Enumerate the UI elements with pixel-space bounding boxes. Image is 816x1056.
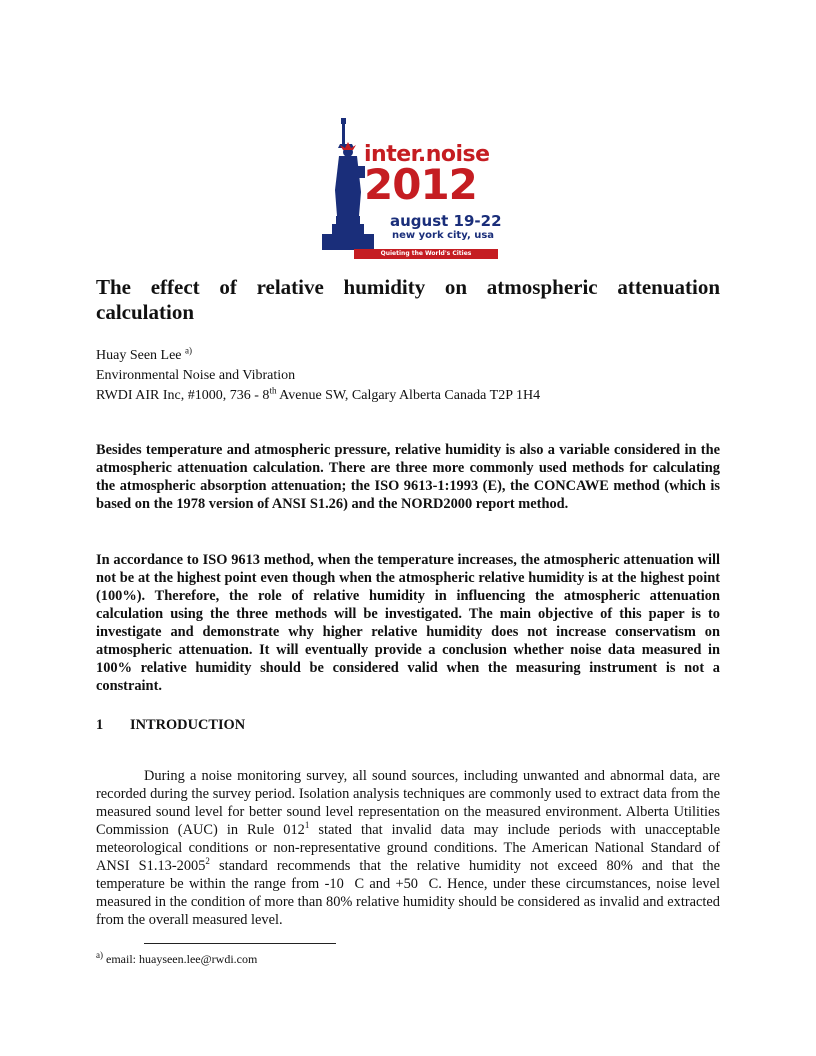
abstract-paragraph-2: In accordance to ISO 9613 method, when the temperature increases, the atmospheric attenuation will not be at the highest point even though when the atmospheric relative humidity is at the highest point (100%). Therefore, the role of relative humidity in influencing the atmospheric attenuation calculation using the three methods will be investigated. The main objective of this paper is to investigate and demonstrate why higher relative humidity does not increase conservatism on atmospheric attenuation. It will eventually provide a conclusion whether noise data measured in 100% relative humidity should be considered valid when the measuring instrument is not a constraint. (96, 552, 720, 694)
footnote (96, 952, 257, 967)
logo-tagline: Quieting the World's Cities (354, 249, 498, 259)
abstract-paragraph-1: Besides temperature and atmospheric pressure, relative humidity is also a variable considered in the atmospheric attenuation calculation. There are three more commonly used methods for calculating the atmospheric absorption attenuation; the ISO 9613-1:1993 (E), the CONCAWE method (which is based on the 1978 version of ANSI S1.26) and the NORD2000 report method. (96, 442, 720, 512)
footnote-divider (144, 943, 336, 944)
introduction-paragraph: During a noise monitoring survey, all sound sources, including unwanted and abnormal data, are recorded during the survey period. Isolation analysis techniques are commonly used to extract data from the measured sound level for better sound level representation on the measured environment. Alberta Utilities Commission (AUC) in Rule $012^1$ stated that invalid data may include periods with unacceptable meteorological conditions or non-representative ground conditions. The American National Standard of ANSI S1.13-2005$^2$ standard recommends that the relative humidity not exceed 80% and that the temperature be within the range from -10 C and +50 C. Hence, under these circumstances, noise level measured in the condition of more than 80% relative humidity should be considered as invalid and extracted from the overall measured level. (96, 768, 720, 928)
author-name: Huay Seen Lee (96, 348, 182, 363)
conference-logo (318, 118, 500, 260)
section-number: 1 (96, 717, 104, 733)
footnote-mark: a) (96, 950, 103, 960)
section-heading (96, 717, 245, 734)
author-name-line (96, 346, 540, 366)
citation-ref-2: 2 (205, 856, 210, 867)
author-block (96, 346, 540, 406)
citation-ref-1: 1 (304, 820, 310, 831)
paper-title: The effect of relative humidity on atmospheric attenuation calculation (96, 275, 720, 324)
logo-city: new york city, usa (392, 230, 495, 241)
author-address: RWDI AIR Inc, #1000, 736 - 8th Avenue SW, Calgary Alberta Canada T2P 1H4 (96, 385, 541, 403)
logo-year: 2012 (364, 160, 477, 209)
author-affiliation-mark: a) (185, 345, 193, 356)
section-title: INTRODUCTION (130, 717, 246, 733)
author-department: Environmental Noise and Vibration (96, 368, 296, 383)
logo-conference-name: inter.noise (364, 142, 490, 167)
footnote-email: email: huayseen.lee@rwdi.com (103, 952, 258, 966)
logo-dates: august 19-22 (390, 212, 502, 230)
